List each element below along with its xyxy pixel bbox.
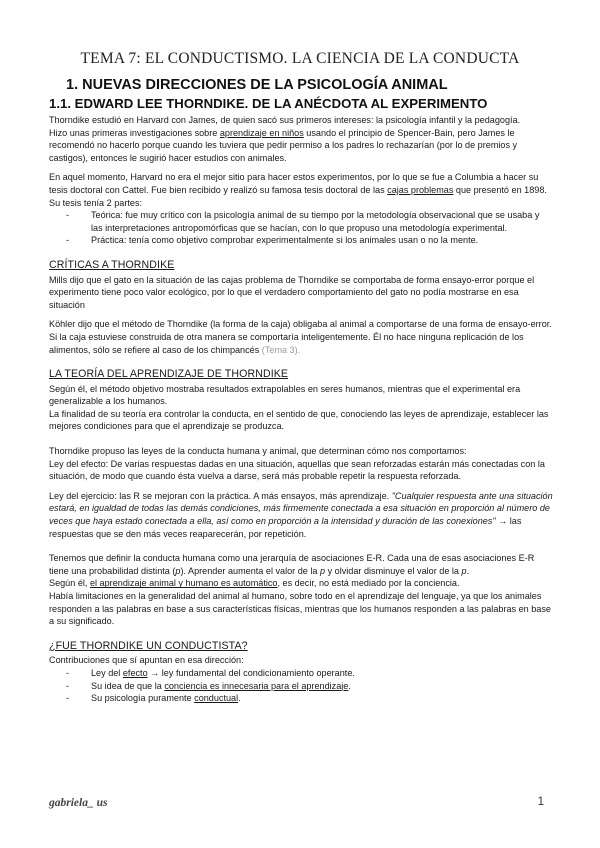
paragraph [49, 552, 553, 577]
variable: p [319, 565, 326, 576]
paragraph [49, 127, 553, 165]
text-run: → ley fundamental del condicionamiento operante. [147, 667, 355, 678]
conductista-heading: ¿FUE THORNDIKE UN CONDUCTISTA? [49, 639, 248, 652]
criticas-heading: CRÍTICAS A THORNDIKE [49, 258, 175, 271]
page-number: 1 [537, 796, 544, 808]
author-signature: gabriela_ us [49, 797, 108, 809]
underlined-text: efecto [122, 667, 148, 678]
paragraph: La finalidad de su teoría era controlar la conducta, en el sentido de que, conociendo las leyes de aprendizaje, establecer las mejores condiciones para que el aprendizaje se produzca. [49, 408, 549, 432]
underlined-text: aprendizaje en niños [219, 127, 304, 138]
teoria-heading: LA TEORÍA DEL APRENDIZAJE DE THORNDIKE [49, 368, 289, 381]
list-item: - Práctica: tenía como objetivo comprobar experimentalmente si los animales usan o no la mente. [91, 234, 553, 247]
paragraph [49, 490, 553, 540]
paragraph [49, 577, 553, 590]
text-run: Su idea de que la [91, 680, 165, 691]
text-run: . [348, 680, 351, 691]
bullet-list [49, 209, 553, 247]
document-title: TEMA 7: EL CONDUCTISMO. LA CIENCIA DE LA CONDUCTA [80, 50, 520, 67]
paragraph: Thorndike estudió en Harvard con James, de quien sacó sus primeros intereses: la psicología infantil y la pedagogía. [49, 115, 521, 125]
list-item [91, 692, 553, 705]
text-run: y olvidar disminuye el valor de la [325, 565, 462, 576]
text-run: Köhler dijo que el método de Thorndike (la forma de la caja) obligaba al animal a comportarse de una forma de ensayo-error. Si la caja estuviese construida de otra manera se comportaría inteligentemente. Él no hace ninguna replicación de los alimentos, sólo se refiere al caso de los chimpancés [49, 319, 552, 355]
text-run: . [238, 693, 241, 704]
list-item [91, 667, 553, 680]
text-run: Según él, [49, 578, 90, 589]
text-run: que presentó en 1898. Su tesis tenía 2 partes: [49, 184, 547, 208]
text-run: En aquel momento, Harvard no era el mejor sitio para hacer estos experimentos, por lo que se fue a Columbia a hacer su tesis doctoral con Cattel. Fue bien recibido y realizó su famosa tesis doctoral de las [49, 172, 539, 195]
paragraph [49, 171, 553, 209]
paragraph: Thorndike propuso las leyes de la conducta humana y animal, que determinan cómo nos comportamos: [49, 446, 467, 457]
underlined-text: cajas problemas [387, 184, 454, 195]
paragraph [49, 318, 553, 356]
variable: p [175, 565, 181, 576]
underlined-text: conciencia es innecesaria para el aprendizaje [164, 680, 349, 691]
paragraph: Ley del efecto: De varias respuestas dadas en una situación, aquellas que sean reforzadas estarán más conectadas con la situación, de modo que cuando ésta vuelva a darse, será más probable repetir la respuesta reforzada. [49, 458, 545, 482]
text-run: Ley del [91, 667, 123, 678]
text-run: ). Aprender aumenta el valor de la [180, 565, 320, 576]
text-run: Su psicología puramente [91, 693, 195, 704]
subsection-heading: 1.1. EDWARD LEE THORNDIKE. DE LA ANÉCDOTA AL EXPERIMENTO [49, 96, 488, 111]
text-run: → las respuestas que se den más veces reaparecerán, por repetición. [49, 516, 522, 539]
list-item: - Teórica: fue muy crítico con la psicología animal de su tiempo por la metodología observacional que se usaba y las interpretaciones antropomórficas que se hacían, con lo que propuso una metodología experimental. [91, 209, 553, 234]
paragraph: Según él, el método objetivo mostraba resultados extrapolables en seres humanos, mientras que el experimental era generalizable a los humanos. [49, 383, 521, 407]
text-run: Tenemos que definir la conducta humana como una jerarquía de asociaciones E-R. Cada una de esas asociaciones E-R tiene una probabilidad distinta ( [49, 553, 535, 576]
bullet-list [49, 667, 553, 705]
paragraph: Mills dijo que el gato en la situación de las cajas problema de Thorndike se comportaba de forma ensayo-error porque el experimento tiene poco valor ecológico, por lo que el verdadero comportamiento del gato no podía mostrarse en esa situación [49, 274, 535, 310]
text-run: . [466, 565, 470, 576]
paragraph: Contribuciones que sí apuntan en esa dirección: [49, 655, 244, 666]
paragraph: Había limitaciones en la generalidad del animal al humano, sobre todo en el aprendizaje del lenguaje, ya que los animales responden a las palabras en base a sus características físicas, mientras que los humanos responden a las palabras en base a su significado. [49, 591, 551, 627]
text-run: , es decir, no está mediado por la conciencia. [277, 578, 460, 589]
quote: "Cualquier respuesta ante una situación estará, en igualdad de todas las demás condiciones, más firmemente conectada a esa situación en proporción al número de veces que haya estado conectada a ella, así como en proporción a la intensidad y duración de las conexiones" [49, 490, 553, 527]
underlined-text: el aprendizaje animal y humano es automático [89, 578, 278, 589]
list-item [91, 680, 553, 693]
section-heading: 1. NUEVAS DIRECCIONES DE LA PSICOLOGÍA ANIMAL [66, 77, 448, 93]
text-run: Hizo unas primeras investigaciones sobre [49, 127, 220, 138]
text-run: Ley del ejercicio: las R se mejoran con la práctica. A más ensayos, más aprendizaje. [49, 490, 392, 501]
variable: p [461, 565, 467, 576]
cross-reference: (Tema 3). [259, 344, 301, 355]
text-run: usando el principio de Spencer-Bain, pero James le recomendó no hacerlo porque cuando les tuviera que pedir permiso a los padres lo rechazarían (por lo de premios y castigos), entonces le sugirió hacer estudios con animales. [49, 127, 518, 163]
document-body [49, 114, 553, 705]
underlined-text: conductual [194, 693, 239, 704]
